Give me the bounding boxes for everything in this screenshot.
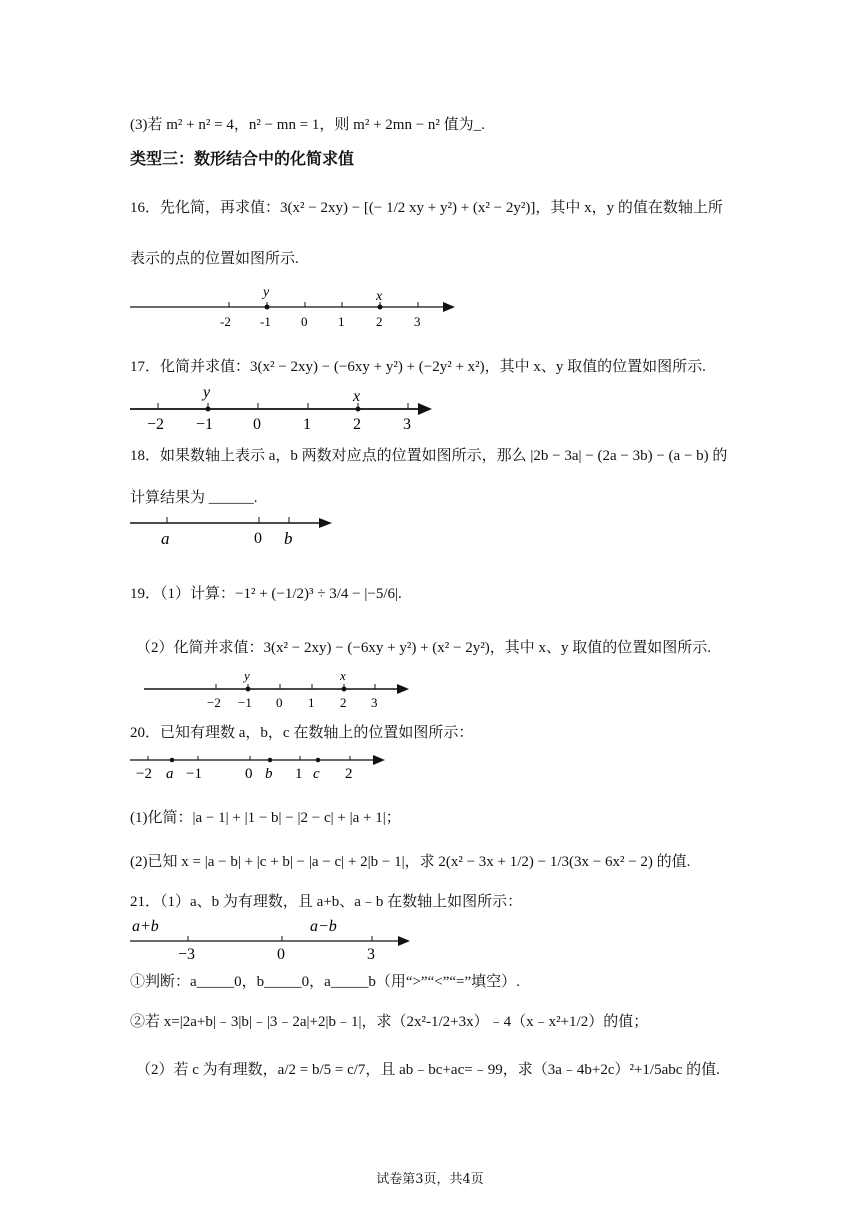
q21-tick-label: 3 — [367, 946, 375, 963]
q18-label-b: b — [284, 529, 293, 548]
page-footer: 试卷第3页，共4页 — [376, 1172, 484, 1187]
q19-label-y: y — [244, 668, 250, 683]
q21-tick-label: 0 — [277, 946, 285, 963]
q21-item2: ②若 x=|2a+b|﹣3|b|﹣|3﹣2a|+2|b﹣1|，求（2x²-1/2+3x）﹣4（x﹣x²+1/2）的值； — [130, 1014, 649, 1030]
q18-number-line — [130, 508, 340, 550]
q18-label-zero: 0 — [254, 530, 262, 547]
q16-line2: 表示的点的位置如图所示. — [130, 251, 299, 267]
q20-text: 20．已知有理数 a，b，c 在数轴上的位置如图所示： — [130, 725, 474, 741]
section-title: 类型三：数形结合中的化简求值 — [130, 149, 355, 168]
q17-tick-label: 3 — [403, 416, 411, 433]
q17-label-y: y — [203, 384, 211, 401]
q16-number-line — [130, 282, 460, 332]
q17-point-x — [356, 407, 361, 412]
q15-part3: (3)若 m² + n² = 4，n² − mn = 1，则 m² + 2mn − n² 值为_. — [130, 117, 485, 133]
q20-label: −1 — [186, 766, 202, 782]
q19-number-line — [144, 670, 414, 712]
q16-point-x — [378, 305, 383, 310]
q16-tick-label: 1 — [338, 314, 345, 329]
q19-point-y — [246, 687, 251, 692]
q21-part2: （2）若 c 为有理数，a/2 = b/5 = c/7，且 ab﹣bc+ac=﹣99，求（3a﹣4b+2c）²+1/5abc 的值. — [136, 1062, 720, 1078]
q20-point-b — [268, 758, 273, 763]
q20-label-c: c — [313, 766, 320, 782]
q19-tick-label: 2 — [340, 695, 347, 710]
q18-line1: 18．如果数轴上表示 a，b 两数对应点的位置如图所示，那么 |2b − 3a| − (2a − 3b) − (a − b) 的 — [130, 448, 728, 464]
q16-tick-label: -1 — [260, 314, 271, 329]
q21-label-sum: a+b — [132, 918, 159, 935]
q17-label-x: x — [353, 388, 361, 405]
q16-tick-label: 0 — [301, 314, 308, 329]
q21-judge: ①判断：a_____0，b_____0，a_____b（用“>”“<”“=”填空）. — [130, 974, 520, 990]
q21-number-line — [130, 915, 420, 963]
q20-number-line — [130, 748, 390, 784]
q20-label-b: b — [265, 766, 273, 782]
q16-label-x: x — [376, 289, 383, 304]
q17-tick-label: 2 — [353, 416, 361, 433]
q17-tick-label: −2 — [147, 416, 165, 433]
q20-part1: (1)化简：|a − 1| + |1 − b| − |2 − c| + |a + 1|； — [130, 810, 401, 826]
q20-label: 1 — [295, 766, 303, 782]
q16-line1: 16．先化简，再求值：3(x² − 2xy) − [(− 1/2 xy + y²) + (x² − 2y²)]，其中 x，y 的值在数轴上所 — [130, 200, 723, 216]
q19-part2: （2）化简并求值：3(x² − 2xy) − (−6xy + y²) + (x² − 2y²)，其中 x、y 取值的位置如图所示. — [136, 640, 711, 656]
q17-tick-label: 1 — [303, 416, 311, 433]
q20-label: 0 — [245, 766, 253, 782]
q19-tick-label: −2 — [207, 695, 221, 710]
q19-tick-label: 3 — [371, 695, 378, 710]
q20-label: 2 — [345, 766, 353, 782]
q17-number-line — [130, 383, 440, 433]
q21-label-diff: a−b — [310, 918, 337, 935]
q19-label-x: x — [340, 668, 346, 683]
q16-tick-label: -2 — [220, 314, 231, 329]
q16-tick-label: 3 — [414, 314, 421, 329]
q21-text: 21．（1）a、b 为有理数，且 a+b、a﹣b 在数轴上如图所示： — [130, 894, 523, 910]
q19-tick-label: −1 — [238, 695, 252, 710]
q20-part2: (2)已知 x = |a − b| + |c + b| − |a − c| + 2|b − 1|，求 2(x² − 3x + 1/2) − 1/3(3x − 6x² − 2) 的值. — [130, 854, 691, 870]
q16-point-y — [265, 305, 270, 310]
q17-tick-label: 0 — [253, 416, 261, 433]
q17-tick-label: −1 — [196, 416, 214, 433]
q17-point-y — [206, 407, 211, 412]
q20-point-a — [170, 758, 175, 763]
q16-tick-label: 2 — [376, 314, 383, 329]
q19-tick-label: 0 — [276, 695, 283, 710]
q20-label: −2 — [136, 766, 152, 782]
q17-text: 17．化简并求值：3(x² − 2xy) − (−6xy + y²) + (−2y² + x²)，其中 x、y 取值的位置如图所示. — [130, 359, 706, 375]
q16-ticks — [229, 302, 418, 307]
q16-label-y: y — [263, 285, 270, 300]
q18-line2: 计算结果为 ______. — [130, 490, 258, 506]
q18-label-a: a — [161, 529, 170, 548]
q21-tick-label: −3 — [178, 946, 196, 963]
q19-part1: 19．（1）计算：−1² + (−1/2)³ ÷ 3/4 − |−5/6|. — [130, 586, 402, 602]
q20-point-c — [316, 758, 321, 763]
q19-tick-label: 1 — [308, 695, 315, 710]
q19-point-x — [342, 687, 347, 692]
q20-label-a: a — [166, 766, 174, 782]
